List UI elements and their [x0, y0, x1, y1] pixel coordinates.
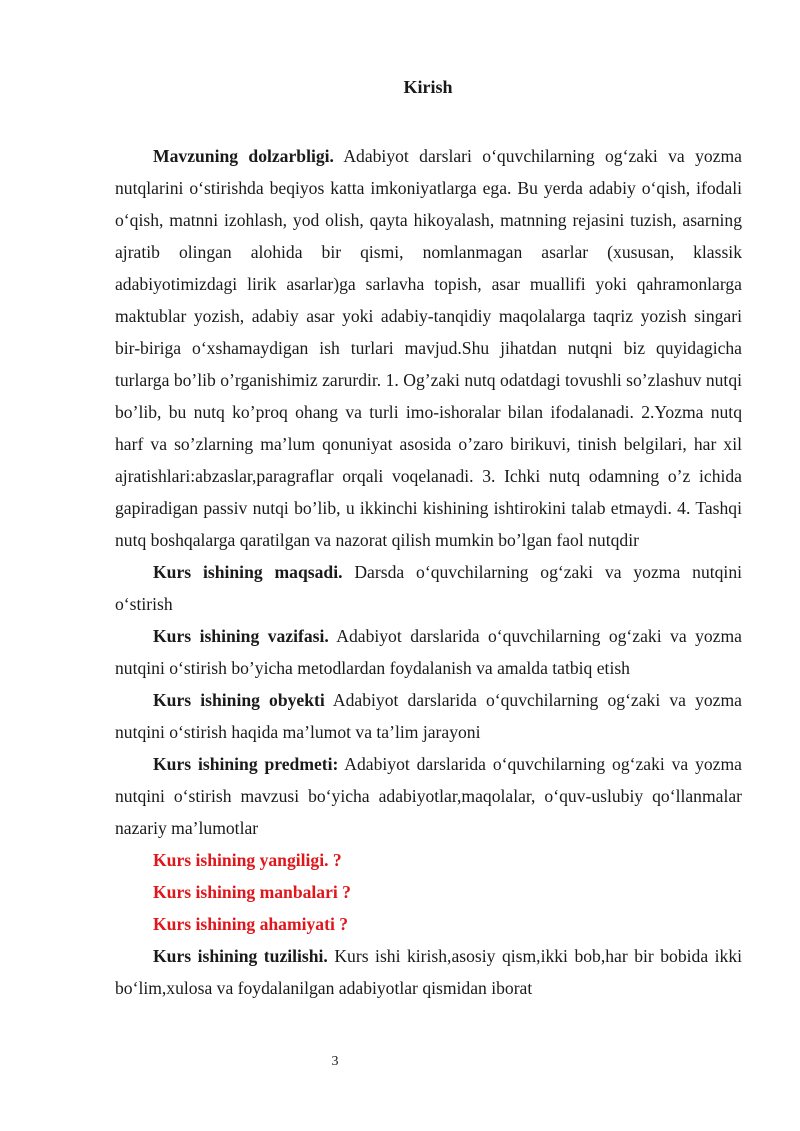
paragraph-lead-red: Kurs ishining yangiligi. ?: [153, 850, 342, 870]
paragraph-structure: [115, 940, 742, 1004]
paragraph-significance: [115, 908, 742, 940]
paragraph-text: Adabiyot darslarida o‘quvchilarning og‘zaki va yozma nutqini o‘stirish bo’yicha metodlardan foydalanish va amalda tatbiq etish: [115, 626, 742, 678]
paragraph-goal: [115, 556, 742, 620]
paragraph-lead: Kurs ishining vazifasi.: [153, 626, 329, 646]
paragraph-lead: Kurs ishining predmeti:: [153, 754, 339, 774]
paragraph-lead-red: Kurs ishining ahamiyati ?: [153, 914, 349, 934]
paragraph-task: [115, 620, 742, 684]
paragraph-relevance: [115, 140, 742, 556]
paragraph-lead: Mavzuning dolzarbligi.: [153, 146, 334, 166]
page-title: Kirish: [403, 77, 453, 97]
paragraph-object: [115, 684, 742, 748]
paragraph-lead-red: Kurs ishining manbalari ?: [153, 882, 351, 902]
paragraph-text: Darsda o‘quvchilarning og‘zaki va yozma nutqini o‘stirish: [115, 562, 742, 614]
document-body: [115, 140, 742, 1004]
paragraph-lead: Kurs ishining tuzilishi.: [153, 946, 328, 966]
paragraph-text: Adabiyot darslarida o‘quvchilarning og‘zaki va yozma nutqini o‘stirish haqida ma’lumot va ta’lim jarayoni: [115, 690, 742, 742]
paragraph-lead: Kurs ishining obyekti: [153, 690, 325, 710]
paragraph-text: Adabiyot darslari o‘quvchilarning og‘zaki va yozma nutqlarini o‘stirishda beqiyos katta imkoniyatlarga ega. Bu yerda adabiy o‘qish, ifodali o‘qish, matnni izohlash, yod olish, qayta hikoyalash, matnning rejasini tuzish, asarning ajratib olingan alohida bir qismi, nomlanmagan asarlar (xususan, klassik adabiyotimizdagi lirik asarlar)ga sarlavha topish, asar muallifi yoki qahramonlarga maktublar yozish, adabiy asar yoki adabiy-tanqidiy maqolalarga taqriz yozish singari bir-biriga o‘xshamaydigan ish turlari mavjud.Shu jihatdan nutqni biz quyidagicha turlarga bo’lib o’rganishimiz zarurdir. 1. Og’zaki nutq odatdagi tovushli so’zlashuv nutqi bo’lib, bu nutq ko’proq ohang va turli imo-ishoralar bilan ifodalanadi. 2.Yozma nutq harf va so’zlarning ma’lum qonuniyat asosida o’zaro birikuvi, tinish belgilari, har xil ajratishlari:abzaslar,paragraflar orqali voqelanadi. 3. Ichki nutq odamning o’z ichida gapiradigan passiv nutqi bo’lib, u ikkinchi kishining ishtirokini talab etmaydi. 4. Tashqi nutq boshqalarga qaratilgan va nazorat qilish mumkin bo’lgan faol nutqdir: [115, 146, 742, 550]
page-number: 3: [331, 1054, 339, 1069]
paragraph-lead: Kurs ishining maqsadi.: [153, 562, 343, 582]
paragraph-sources: [115, 876, 742, 908]
paragraph-text: Adabiyot darslarida o‘quvchilarning og‘zaki va yozma nutqini o‘stirish mavzusi bo‘yicha adabiyotlar,maqolalar, o‘quv-uslubiy qo‘llanmalar nazariy ma’lumotlar: [115, 754, 742, 838]
paragraph-novelty: [115, 844, 742, 876]
paragraph-subject: [115, 748, 742, 844]
paragraph-text: Kurs ishi kirish,asosiy qism,ikki bob,har bir bobida ikki bo‘lim,xulosa va foydalanilgan adabiyotlar qismidan iborat: [115, 946, 743, 998]
